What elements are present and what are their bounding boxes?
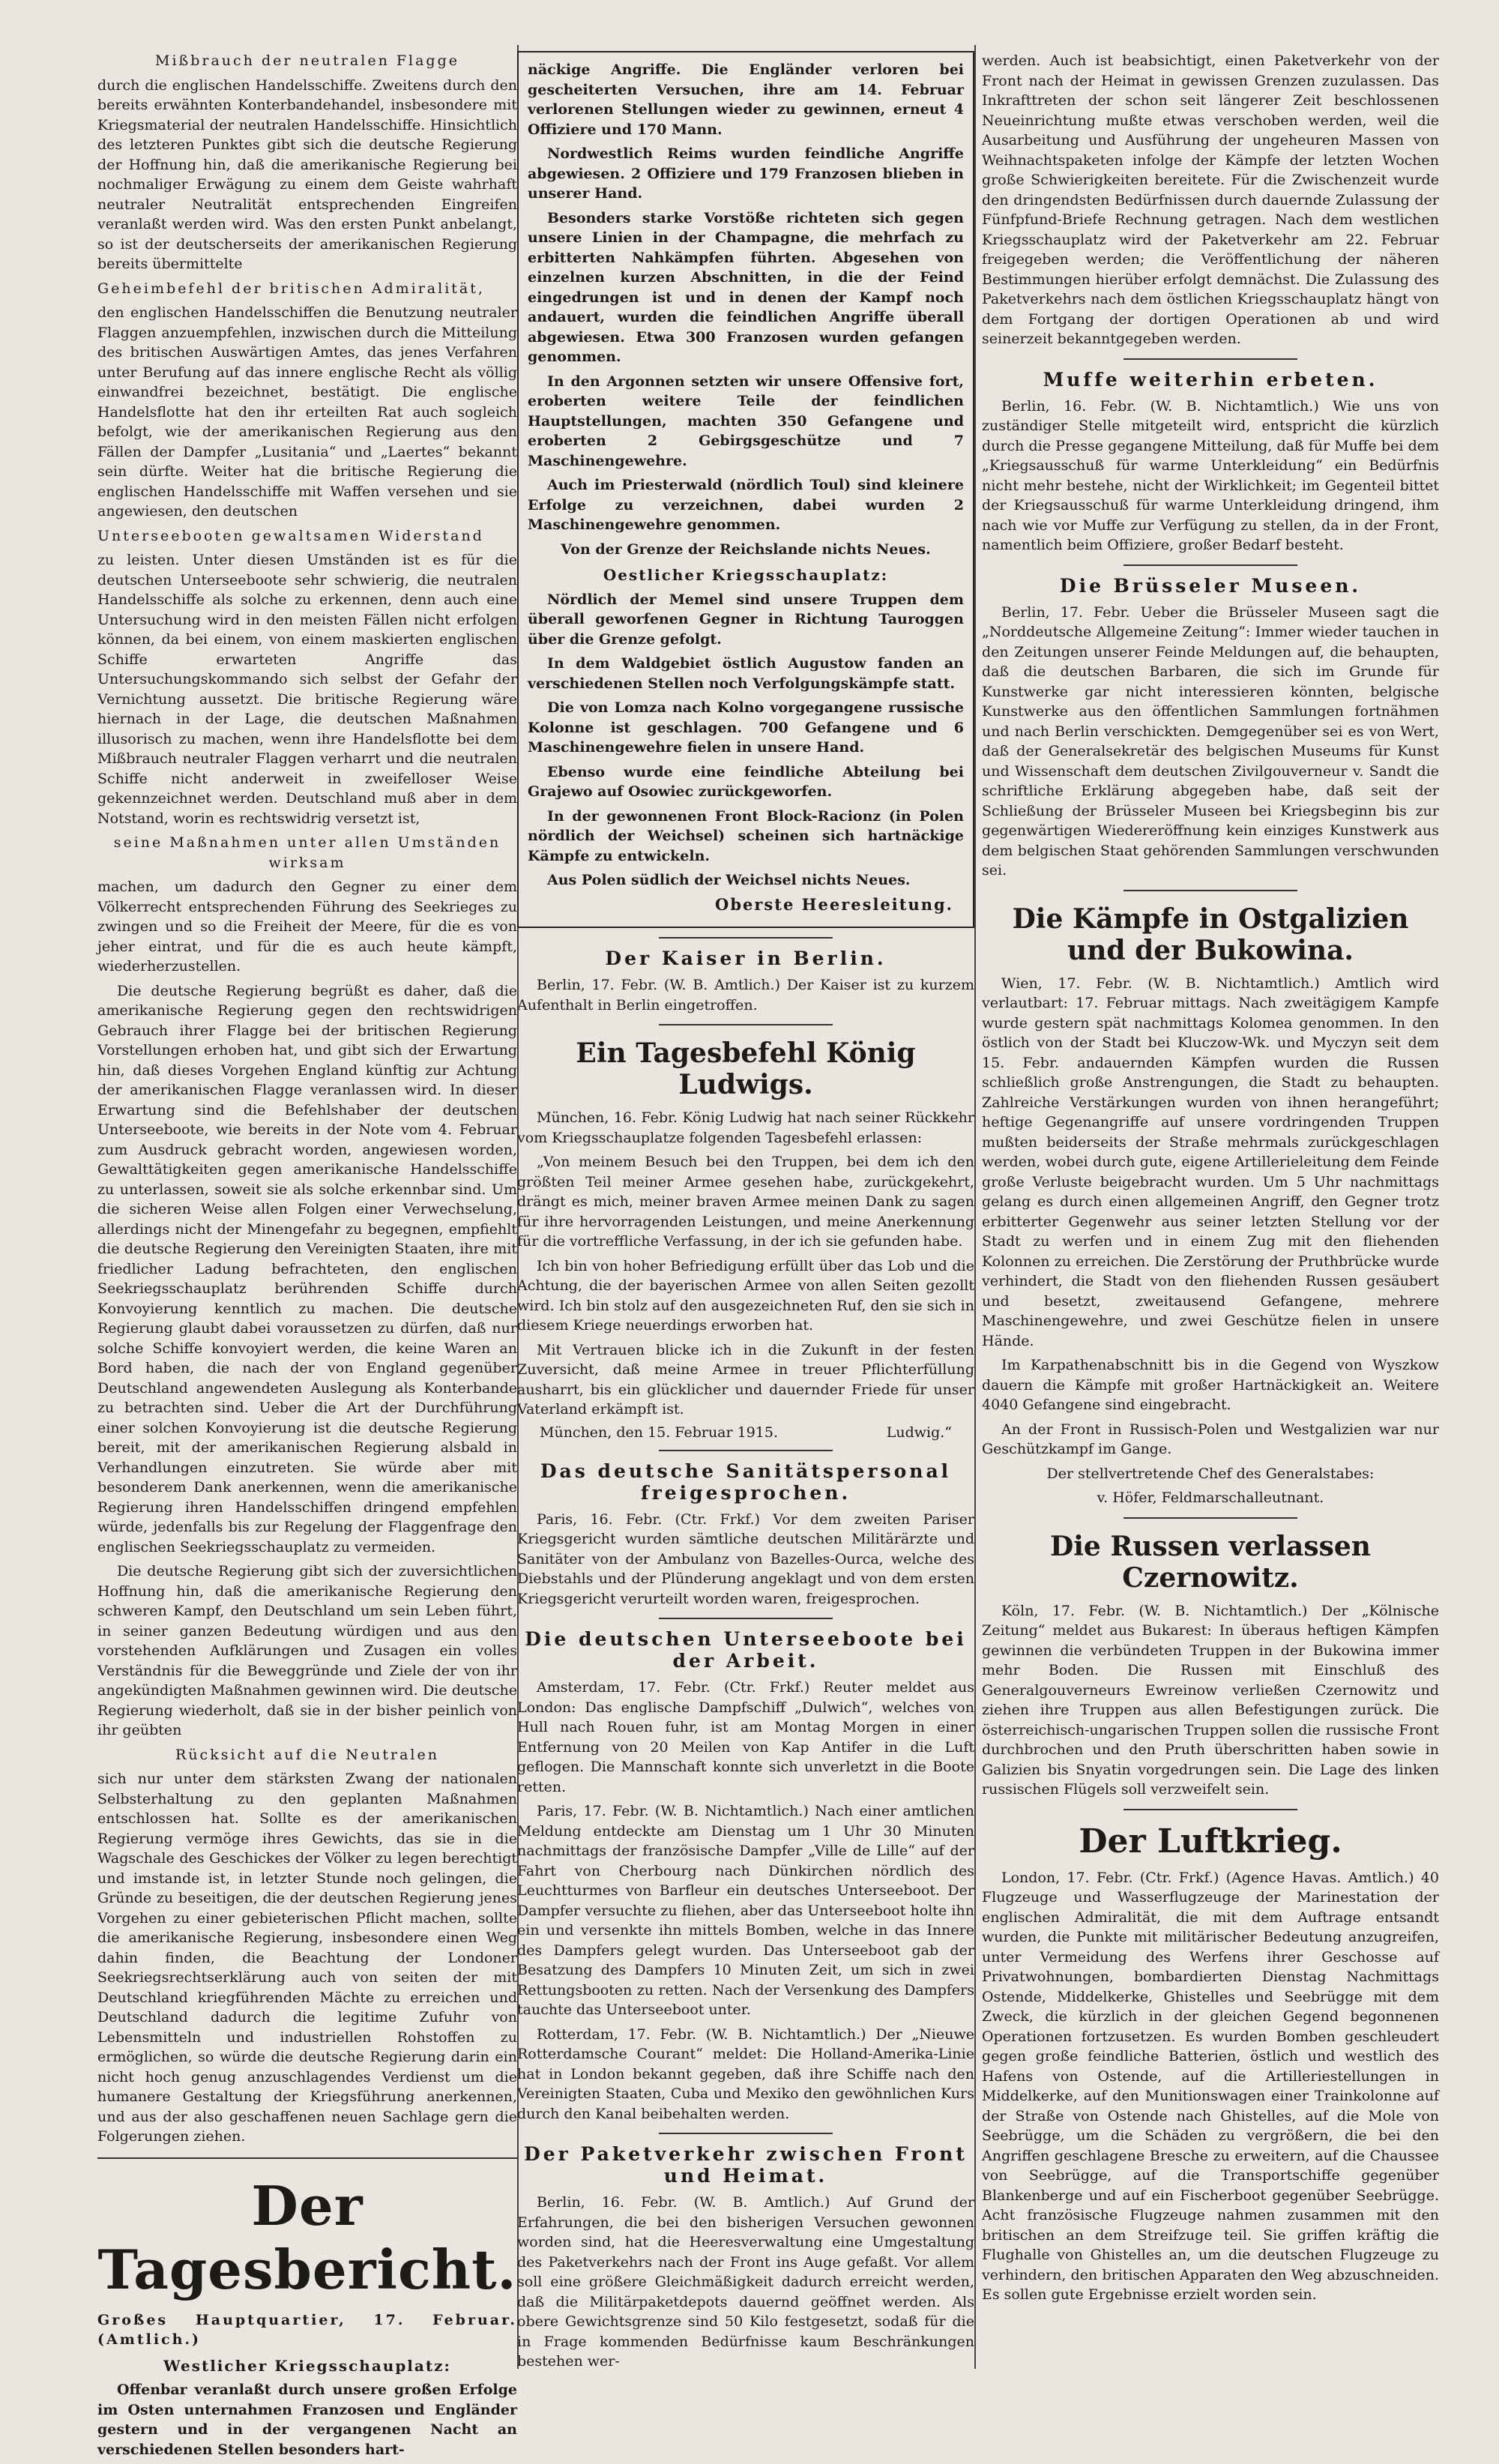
paragraph: In der gewonnenen Front Block-Racionz (in Polen nördlich der Weichsel) scheinen sich hartnäckige Kämpfe zu entwickeln. <box>528 807 964 864</box>
section-rule <box>659 2133 833 2134</box>
section-rule <box>97 2157 517 2159</box>
paragraph: München, 16. Febr. König Ludwig hat nach seiner Rückkehr vom Kriegsschauplatze folgenden Tagesbefehl erlassen: <box>517 1109 974 1146</box>
section-rule <box>659 1618 833 1619</box>
subheading-unterseebooten: Unterseebooten gewaltsamen Widerstand <box>97 527 484 544</box>
paragraph: Die von Lomza nach Kolno vorgegangene russische Kolonne ist geschlagen. 700 Gefangene und 6 Maschinengewehre fielen in unsere Hand. <box>528 699 964 756</box>
subheading-ost: Oestlicher Kriegsschauplatz: <box>603 566 889 584</box>
headline-sanitaet: Das deutsche Sanitätspersonal freigesprochen. <box>540 1460 952 1504</box>
paragraph: Von der Grenze der Reichslande nichts Neues. <box>561 540 931 558</box>
column-1 <box>97 51 517 2464</box>
paragraph: Berlin, 16. Febr. (W. B. Amtlich.) Auf Grund der Erfahrungen, die bei den bisherigen Versuchen gewonnen worden sind, hat die Heeresverwaltung eine Umgestaltung des Paketverkehrs nach der Front ins Auge gefaßt. Vor allem soll eine größere Gleichmäßigkeit dadurch erreicht werden, daß die Militärpaketdepots dauernd geöffnet werden. Als obere Gewichtsgrenze sind 50 Kilo festgesetzt, sodaß für die in Frage kommenden Bedürfnisse kaum Beschränkungen bestehen wer- <box>517 2194 974 2370</box>
paragraph: Auch im Priesterwald (nördlich Toul) sind kleinere Erfolge zu verzeichnen, dabei wurden 2 Maschinengewehre genommen. <box>528 477 964 533</box>
signature-line: Der stellvertretende Chef des Generalstabes: <box>1046 1465 1375 1482</box>
paragraph: Berlin, 17. Febr. (W. B. Amtlich.) Der Kaiser ist zu kurzem Aufenthalt in Berlin eingetroffen. <box>517 977 974 1013</box>
paragraph: zu leisten. Unter diesen Umständen ist es für die deutschen Unterseeboote sehr schwierig, die neutralen Handelsschiffe als solche zu erkennen, denn auch eine Untersuchung wird in den meisten Fällen nicht erfolgen können, da bei einem, von einem maskierten englischen Schiffe erwarteten Angriffe das Untersuchungskommando sich selbst der Gefahr der Vernichtung aussetzt. Die britische Regierung wäre hiernach in der Lage, die deutschen Maßnahmen illusorisch zu machen, wenn ihre Handelsflotte bei dem Mißbrauch neutraler Flaggen verharrt und die neutralen Schiffe nicht anderweit in zweifelloser Weise gekennzeichnet werden. Deutschland muß aber in dem Notstand, worin es rechtswidrig versetzt ist, <box>97 552 517 827</box>
paragraph: In den Argonnen setzten wir unsere Offensive fort, eroberten weitere Teile der feindlichen Hauptstellungen, machten 350 Gefangene und eroberten 2 Gebirgsgeschütze und 7 Maschinengewehre. <box>528 373 964 469</box>
paragraph: Mit Vertrauen blicke ich in die Zukunft in der festen Zuversicht, daß meine Armee in treuer Pflichterfüllung ausharrt, bis ein glücklicher und dauernder Friede für unser Vaterland erkämpft ist. <box>517 1341 974 1418</box>
subheading-geheimbefehl: Geheimbefehl der britischen Admiralität, <box>97 280 485 297</box>
paragraph: „Von meinem Besuch bei den Truppen, bei dem ich den größten Teil meiner Armee gesehen habe, zurückgekehrt, drängt es mich, meiner braven Armee meinen Dank zu sagen für ihre hervorragenden Leistungen, und meine Anerkennung für die vortreffliche Verfassung, in der ich sie gefunden habe. <box>517 1154 974 1250</box>
section-rule <box>1124 890 1297 891</box>
paragraph: Die deutsche Regierung gibt sich der zuversichtlichen Hoffnung hin, daß die amerikanische Regierung den schweren Kampf, den Deutschland um sein Leben führt, in seiner ganzen Bedeutung würdigen und aus den vorstehenden Aufklärungen und Zusagen ein volles Verständnis für die Beweggründe und Ziele der von ihr angekündigten Maßnahmen gewinnen wird. Die deutsche Regierung wiederholt, daß sie in der bisher peinlich von ihr geübten <box>97 1563 517 1738</box>
paragraph: den englischen Handelsschiffen die Benutzung neutraler Flaggen anzuempfehlen, inzwischen durch die Mitteilung des britischen Auswärtigen Amtes, das jenes Verfahren unter Berufung auf das innere englische Recht als völlig einwandfrei bezeichnet, bestätigt. Die englische Handelsflotte hat den ihr erteilten Rat auch sogleich befolgt, wie der amerikanischen Regierung aus den Fällen der Dampfer „Lusitania“ und „Laertes“ bekannt sein dürfte. Weiter hat die britische Regierung die englischen Handelsschiffe mit Waffen versehen und sie angewiesen, den deutschen <box>97 304 517 519</box>
paragraph: An der Front in Russisch-Polen und Westgalizien war nur Geschützkampf im Gange. <box>982 1421 1439 1457</box>
paragraph: London, 17. Febr. (Ctr. Frkf.) (Agence Havas. Amtlich.) 40 Flugzeuge und Wasserflugzeuge der Marinestation der englischen Admiralität, die mit dem Auftrage entsandt wurden, die Punkte mit militärischer Bedeutung anzugreifen, unter Vermeidung des Werfens ihrer Geschosse auf Privatwohnungen, bombardierten Dienstag Nachmittags Ostende, Middelkerke, Ghistelles und Seebrügge mit dem Zweck, die kürzlich in der gleichen Gegend begonnenen Operationen fortzusetzen. Es wurden Bomben geschleudert gegen große feindliche Batterien, östlich und westlich des Hafens von Ostende, auf die Artilleriestellungen in Middelkerke, auf den Munitionswagen einer Trainkolonne auf der Straße von Ostende nach Ghistelles, auf die Mole von Seebrügge, um die Schäden zu vergrößern, die bei den Angriffen geschlagene Bresche zu erweitern, auf die Chaussee von Seebrügge, auf die Transportschiffe gegenüber Blankenberge und auf ein Fischerboot gegenüber Seebrügge. Acht französische Flugzeuge nahmen zusammen mit den britischen an dem Streifzuge teil. Sie griffen kräftig die Flughalle von Ghistelles an, um die deutschen Flugzeuge zu verhindern, den britischen Apparaten den Weg abzuschneiden. Es sollen gute Ergebnisse erzielt worden sein. <box>982 1869 1439 2303</box>
tagesbefehl-signature <box>540 1424 952 1441</box>
headline-kaempfe: Die Kämpfe in Ostgalizien und der Bukowina. <box>1012 903 1409 966</box>
paragraph: Ich bin von hoher Befriedigung erfüllt über das Lob und die Achtung, die der bayerischen Armee von allen Seiten gezollt wird. Ich bin stolz auf den ausgezeichneten Ruf, den sie sich in diesem Kriege neuerdings erworben hat. <box>517 1257 974 1334</box>
subheading-massnahmen: seine Maßnahmen unter allen Umständen wirksam <box>113 834 501 871</box>
signature: Oberste Heeresleitung. <box>715 894 953 914</box>
paragraph: Rotterdam, 17. Febr. (W. B. Nichtamtlich.) Der „Nieuwe Rotterdamsche Courant“ meldet: Die Holland-Amerika-Linie hat in London bekannt gegeben, daß ihre Schiffe nach den Vereinigten Staaten, Cuba und Mexiko den gewöhnlichen Kurs durch den Kanal beibehalten werden. <box>517 2025 974 2122</box>
paragraph: machen, um dadurch den Gegner zu einer dem Völkerrecht entsprechenden Führung des Seekrieges zu zwingen und so die Freiheit der Meere, für die es von jeher eintrat, und für die es auch heute kämpft, wiederherzustellen. <box>97 879 517 975</box>
paragraph: Besonders starke Vorstöße richteten sich gegen unsere Linien in der Champagne, die mehrfach zu erbitterten Nahkämpfen führten. Abgesehen von einzelnen kurzen Abschnitten, in die der Feind eingedrungen ist und in denen der Kampf noch andauert, wurden die feindlichen Angriffe überall abgewiesen. Etwa 300 Franzosen wurden gefangen genommen. <box>528 209 964 365</box>
section-rule <box>1124 1517 1297 1519</box>
signature-line: v. Höfer, Feldmarschalleutnant. <box>1097 1489 1324 1506</box>
paragraph: In dem Waldgebiet östlich Augustow fanden an verschiedenen Stellen noch Verfolgungskämpfe statt. <box>528 655 964 692</box>
headline-paketverkehr: Der Paketverkehr zwischen Front und Heimat. <box>524 2143 968 2187</box>
section-rule <box>1124 564 1297 566</box>
section-rule <box>1124 358 1297 360</box>
paragraph: Aus Polen südlich der Weichsel nichts Neues. <box>547 872 911 888</box>
paragraph: sich nur unter dem stärksten Zwang der nationalen Selbsterhaltung zu den geplanten Maßnahmen entschlossen hat. Sollte es der amerikanischen Regierung vermöge ihres Gewichts, das sie in die Wagschale des Geschickes der Völker zu legen berechtigt und imstande ist, in letzter Stunde noch gelingen, die Gründe zu beseitigen, die der deutschen Regierung jenes Vorgehen zu einer gebieterischen Pflicht machen, sollte die amerikanische Regierung, insbesondere einen Weg dahin finden, die Beachtung der Londoner Seekriegsrechtserklärung auch von seiten der mit Deutschland kriegführenden Mächte zu erreichen und Deutschland dadurch die legitime Zufuhr von Lebensmitteln und industriellen Rohstoffen zu ermöglichen, so würde die deutsche Regierung darin ein nicht hoch genug anzuschlagendes Verdienst um die humanere Gestaltung der Kriegsführung anerkennen, und aus der also geschaffenen neuen Sachlage gern die Folgerungen ziehen. <box>97 1771 517 2145</box>
headline-muffe: Muffe weiterhin erbeten. <box>1043 368 1378 391</box>
paragraph: durch die englischen Handelsschiffe. Zweitens durch den bereits erwähnten Konterbandehandel, insbesondere mit Kriegsmaterial der neutralen Handelsschiffe. Hinsichtlich des letzteren Punktes gibt sich die deutsche Regierung der Hoffnung hin, daß die amerikanische Regierung bei nochmaliger Erwägung zu einem dem Geiste wahrhaft neutraler Neutralität entsprechenden Eingreifen veranlaßt werden wird. Was den ersten Punkt anbelangt, so ist der deutscherseits der amerikanischen Regierung bereits übermittelte <box>97 76 517 272</box>
paragraph: Die deutsche Regierung begrüßt es daher, daß die amerikanische Regierung gegen den rechtswidrigen Gebrauch ihrer Flagge bei der britischen Regierung Vorstellungen erhoben hat, und gibt sich der Erwartung hin, daß dieses Vorgehen England künftig zur Achtung der amerikanischen Flagge veranlassen wird. In dieser Erwartung sind die Befehlshaber der deutschen Unterseeboote, wie bereits in der Note vom 4. Februar zum Ausdruck gebracht worden, angewiesen worden, Gewalttätigkeiten gegen amerikanische Handelsschiffe zu unterlassen, soweit sie als solche erkennbar sind. Um die sicheren Weise allen Folgen einer Verwechselung, allerdings nicht der Minengefahr zu begegnen, empfiehlt die deutsche Regierung den Vereinigten Staaten, ihre mit friedlicher Ladung befrachteten, den englischen Seekriegsschauplatz berührenden Schiffe durch Konvoyierung kenntlich zu machen. Die deutsche Regierung glaubt dabei voraussetzen zu dürfen, daß nur solche Schiffe konvoyiert werden, die keine Waren an Bord haben, die nach der von England gegenüber Deutschland angewendeten Auslegung als Konterbande zu betrachten sind. Ueber die Art der Durchführung einer solchen Konvoyierung ist die deutsche Regierung bereit, mit der amerikanischen Regierung alsbald in Verhandlungen einzutreten. Sie würde aber mit besonderem Dank anerkennen, wenn die amerikanische Regierung ihren Handelsschiffen dringend empfehlen würde, jedenfalls bis zur Regelung der Flaggenfrage den englischen Seekriegsschauplatz zu vermeiden. <box>97 982 517 1555</box>
tagesbericht-box <box>517 51 974 928</box>
paragraph: Amsterdam, 17. Febr. (Ctr. Frkf.) Reuter meldet aus London: Das englische Dampfschiff „Dulwich“, welches von Hull nach Rouen fuhr, ist am Montag Morgen in einer Entfernung von 20 Meilen von Kap Antifer in die Luft geflogen. Die Mannschaft konnte sich unverletzt in die Boote retten. <box>517 1679 974 1795</box>
paragraph: Im Karpathenabschnitt bis in die Gegend von Wyszkow dauern die Kämpfe mit großer Hartnäckigkeit an. Weitere 4040 Gefangene sind eingebracht. <box>982 1357 1439 1413</box>
paragraph: Köln, 17. Febr. (W. B. Nichtamtlich.) Der „Kölnische Zeitung“ meldet aus Bukarest: In überaus heftigen Kämpfen gewinnen die verbündeten Truppen in der Bukowina immer mehr Boden. Die Russen mit Einschluß des Generalgouverneurs Ewreinow verließen Czernowitz und ziehen ihre Truppen aus allen Befestigungen zurück. Die österreichisch-ungarischen Truppen sollen die russische Front durchbrochen und den Pruth überschritten haben sowie in Galizien bis Snyatin vorgedrungen sein. Die Lage des linken russischen Flügels soll verzweifelt sein. <box>982 1602 1439 1798</box>
subheading-ruecksicht: Rücksicht auf die Neutralen <box>175 1746 439 1763</box>
headline-tagesbefehl: Ein Tagesbefehl König Ludwigs. <box>576 1037 916 1100</box>
headline-kaiser: Der Kaiser in Berlin. <box>605 948 887 969</box>
paragraph: Offenbar veranlaßt durch unsere großen Erfolge im Osten unternahmen Franzosen und Engländer gestern und in der vergangenen Nacht an verschiedenen Stellen besonders hart- <box>97 2382 517 2458</box>
paragraph: Ebenso wurde eine feindliche Abteilung bei Grajewo auf Osowiec zurückgeworfen. <box>528 763 964 800</box>
paragraph: Wien, 17. Febr. (W. B. Nichtamtlich.) Amtlich wird verlautbart: 17. Februar mittags. Nach zweitägigem Kampfe wurde gestern spät nachmittags Kolomea genommen. In den östlich von der Stadt bei Kluczow-Wk. und Myczyn seit dem 15. Febr. andauernden Kämpfen wurden die Russen schließlich große Anstrengungen, die Stadt zu behaupten. Zahlreiche Verstärkungen wurden von ihnen herangeführt; heftige Gegenangriffe auf unsere vordringenden Truppen mußten beiderseits der Straße mehrmals zurückgeschlagen werden, wobei durch gute, eigene Artillerieleitung dem Feinde große Verluste beigebracht wurden. Um 5 Uhr nachmittags gelang es durch einen allgemeinen Angriff, den Gegner trotz erbitterter Gegenwehr aus seiner letzten Stellung vor der Stadt zu werfen und in einem Zug mit den fliehenden Kolonnen zu erreichen. Die Zerstörung der Pruthbrücke wurde verhindert, die Stadt von den fliehenden Russen gesäubert und besetzt, zweitausend Gefangene, mehrere Maschinengewehre, und zwei Geschütze fielen in unsere Hände. <box>982 975 1439 1349</box>
headline-czernowitz: Die Russen verlassen Czernowitz. <box>1050 1530 1371 1594</box>
sign-place-date: München, den 15. Februar 1915. <box>540 1424 779 1441</box>
section-rule <box>659 1024 833 1025</box>
column-rule-right <box>974 45 976 2369</box>
section-rule <box>659 937 833 939</box>
sign-name: Ludwig.“ <box>886 1424 952 1441</box>
column-2 <box>517 51 974 2376</box>
subheading-west: Westlicher Kriegsschauplatz: <box>163 2356 451 2375</box>
section-rule <box>659 1450 833 1451</box>
headline-luftkrieg: Der Luftkrieg. <box>1079 1822 1342 1861</box>
paragraph: Berlin, 17. Febr. Ueber die Brüsseler Museen sagt die „Norddeutsche Allgemeine Zeitung“: Immer wieder tauchen in den Zeitungen unserer Feinde Meldungen auf, die behaupten, daß die deutschen Barbaren, die sich im Grunde für Kunstwerke gar nicht interessieren könnten, belgische Kunstwerke aus den öffentlichen Sammlungen fortnähmen und nach Berlin verschickten. Demgegenüber sei es von Wert, daß der Generalsekretär des belgischen Museums für Kunst und Wissenschaft dem deutschen Zivilgouverneur v. Sandt die schriftliche Erklärung abgegeben habe, daß seit der Schließung der Brüsseler Museen bei Kriegsbeginn bis zur gegenwärtigen Wiedereröffnung kein einziges Kunstwerk aus dem belgischen Staat gehörenden Sammlungen verschwunden sei. <box>982 603 1439 879</box>
section-rule <box>1124 1809 1297 1810</box>
headline-unterseeboote: Die deutschen Unterseeboote bei der Arbeit. <box>525 1628 967 1672</box>
column-3 <box>982 51 1439 2310</box>
headline-tagesbericht: Der Tagesbericht. <box>97 2173 517 2301</box>
paragraph: werden. Auch ist beabsichtigt, einen Paketverkehr von der Front nach der Heimat in gewissen Grenzen zuzulassen. Das Inkrafttreten der schon seit längerer Zeit beschlossenen Neueinrichtung mußte etwas verschoben werden, weil die Ausarbeitung und Ausführung der ungeheuren Massen von Weihnachtspaketen infolge der Kämpfe der letzten Wochen große Schwierigkeiten bereitete. Für die Zwischenzeit wurde den dringendsten Bedürfnissen durch dauernde Zulassung der Fünfpfund-Briefe Rechnung getragen. Nach dem westlichen Kriegsschauplatz wird der Paketverkehr am 22. Februar freigegeben werden; die Veröffentlichung der näheren Bestimmungen hierüber erfolgt demnächst. Die Zulassung des Paketverkehrs nach dem östlichen Kriegsschauplatz hängt von dem Fortgang der dortigen Operationen ab und wird seinerzeit bekanntgegeben werden. <box>982 52 1439 347</box>
paragraph: Berlin, 16. Febr. (W. B. Nichtamtlich.) Wie uns von zuständiger Stelle mitgeteilt wird, entspricht die kürzlich durch die Presse gegangene Mitteilung, daß für Muffe bei dem „Kriegsausschuß für warme Unterkleidung“ ein Bedürfnis nicht mehr bestehe, nicht der Wirklichkeit; im Gegenteil bittet der Kriegsausschuß für warme Unterkleidung dringend, ihm nach wie vor Muffe zur Verfügung zu stellen, da in der Front, namentlich beim Offiziere, großer Bedarf besteht. <box>982 397 1439 553</box>
paragraph: Nördlich der Memel sind unsere Truppen dem überall geworfenen Gegner in Richtung Tauroggen über die Grenze gefolgt. <box>528 591 964 648</box>
paragraph: näckige Angriffe. Die Engländer verloren bei gescheiterten Versuchen, ihre am 14. Februar verlorenen Stellungen wieder zu gewinnen, erneut 4 Offiziere und 170 Mann. <box>528 61 964 138</box>
paragraph: Nordwestlich Reims wurden feindliche Angriffe abgewiesen. 2 Offiziere und 179 Franzosen blieben in unserer Hand. <box>528 145 964 202</box>
subheading-missbrauch: Mißbrauch der neutralen Flagge <box>155 52 459 69</box>
paragraph: Paris, 17. Febr. (W. B. Nichtamtlich.) Nach einer amtlichen Meldung entdeckte am Dienstag um 1 Uhr 30 Minuten nachmittags der französische Dampfer „Ville de Lille“ auf der Fahrt von Cherbourg nach Dünkirchen nördlich des Leuchtturmes von Barfleur ein deutsches Unterseeboot. Der Dampfer versuchte zu fliehen, aber das Unterseeboot holte ihn ein und versenkte ihn mittels Bomben, welche in das Innere des Dampfers gelegt wurden. Das Unterseeboot gab der Besatzung des Dampfers 10 Minuten Zeit, um sich in zwei Rettungsbooten zu retten. Nach der Versenkung des Dampfers tauchte das Unterseeboot unter. <box>517 1803 974 2018</box>
paragraph: Paris, 16. Febr. (Ctr. Frkf.) Vor dem zweiten Pariser Kriegsgericht wurden sämtliche deutschen Militärärzte und Sanitäter von der Ambulanz von Bazelles-Ourca, welche des Diebstahls und der Plünderung angeklagt und von dem ersten Kriegsgericht verurteilt worden waren, freigesprochen. <box>517 1510 974 1607</box>
tagesbericht-dateline: Großes Hauptquartier, 17. Februar. (Amtlich.) <box>97 2311 517 2348</box>
headline-museen: Die Brüsseler Museen. <box>1059 574 1362 597</box>
